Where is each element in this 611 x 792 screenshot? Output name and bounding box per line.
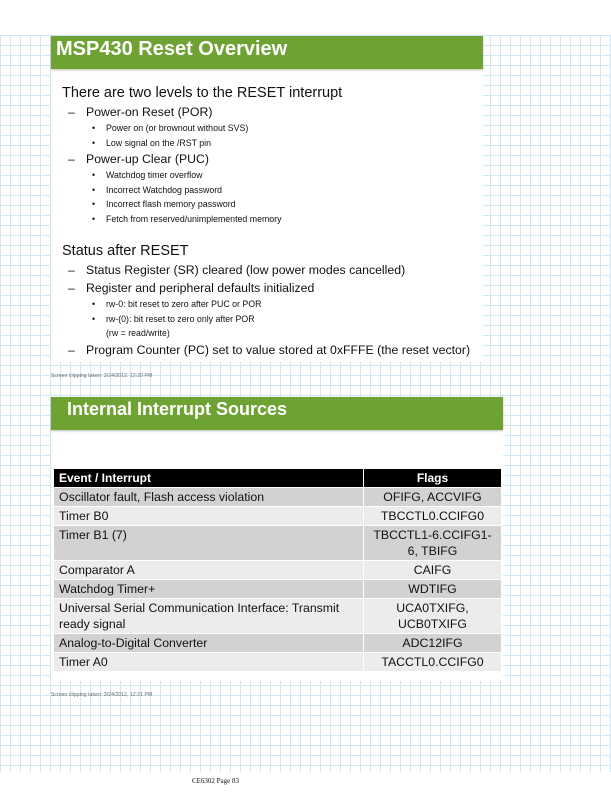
flags-cell: WDTIFG — [364, 580, 502, 599]
bullet-icon: • — [92, 184, 96, 195]
table-row — [54, 634, 501, 653]
sub-list-item — [62, 168, 482, 183]
sub-list-item-text: Incorrect Watchdog password — [106, 184, 223, 195]
table-row — [54, 580, 501, 599]
dash-bullet-icon: – — [68, 342, 75, 357]
event-cell: Analog-to-Digital Converter — [54, 634, 364, 653]
section-heading: Status after RESET — [62, 243, 189, 259]
bullet-icon: • — [92, 123, 96, 133]
slide-reset-overview — [51, 36, 483, 362]
sub-list-item-text: Fetch from reserved/unimplemented memory — [106, 213, 282, 224]
sub-list-item — [62, 212, 482, 227]
flags-cell: CAIFG — [364, 561, 502, 580]
table-row — [54, 653, 501, 672]
clipping-timestamp: Screen clipping taken: 3/24/2012, 12:21 PM — [51, 692, 153, 698]
slide-title: Internal Interrupt Sources — [67, 399, 288, 419]
section-heading: There are two levels to the RESET interrupt — [62, 85, 343, 101]
column-header-event: Event / Interrupt — [54, 469, 364, 488]
event-cell: Oscillator fault, Flash access violation — [54, 488, 364, 507]
sub-list-item-text: Watchdog timer overflow — [106, 170, 203, 180]
list-item-text: Status Register (SR) cleared (low power modes cancelled) — [86, 263, 406, 277]
list-item-text: Program Counter (PC) set to value stored at 0xFFFE (the reset vector) — [86, 342, 471, 357]
dash-bullet-icon: – — [68, 263, 75, 277]
event-cell: Comparator A — [54, 561, 364, 580]
sub-list-item — [62, 136, 482, 151]
table-row — [54, 526, 501, 561]
sub-list-item — [62, 312, 482, 327]
table-row — [54, 599, 501, 634]
clipping-timestamp: Screen clipping taken: 3/24/2012, 12:20 PM — [51, 373, 153, 379]
column-header-flags: Flags — [364, 469, 502, 488]
slide-interrupt-sources — [51, 397, 503, 681]
dash-bullet-icon: – — [68, 281, 75, 295]
slide-title-banner — [51, 397, 503, 430]
dash-bullet-icon: – — [68, 152, 75, 166]
list-item-text: Register and peripheral defaults initialized — [86, 281, 315, 295]
sub-list-item-text: rw-(0): bit reset to zero only after POR — [106, 313, 255, 324]
bullet-icon: • — [92, 313, 96, 324]
bullet-icon: • — [92, 199, 96, 209]
slide-body — [62, 84, 482, 359]
event-cell: Timer A0 — [54, 653, 364, 672]
page-footer: CE6302 Page 83 — [191, 777, 240, 785]
event-cell: Timer B0 — [54, 507, 364, 526]
bullet-icon: • — [92, 170, 96, 180]
sub-list-item — [62, 183, 482, 198]
sub-list-item-text: rw-0: bit reset to zero after PUC or POR — [106, 299, 262, 309]
list-item-text: Power-up Clear (PUC) — [86, 152, 209, 166]
event-cell: Timer B1 (7) — [54, 526, 364, 561]
slide-title: MSP430 Reset Overview — [56, 38, 288, 60]
table-row — [54, 488, 501, 507]
list-item — [62, 103, 482, 121]
bullet-icon: • — [92, 213, 96, 224]
sub-list-note: (rw = read/write) — [106, 328, 170, 338]
flags-cell: OFIFG, ACCVIFG — [364, 488, 502, 507]
bullet-icon: • — [92, 299, 96, 309]
flags-cell: TBCCTL1-6.CCIFG1-6, TBIFG — [364, 526, 502, 561]
interrupt-table — [54, 469, 501, 671]
sub-list-item — [62, 121, 482, 136]
table-row — [54, 507, 501, 526]
bullet-icon: • — [92, 137, 96, 148]
flags-cell: TACCTL0.CCIFG0 — [364, 653, 502, 672]
flags-cell: UCA0TXIFG, UCB0TXIFG — [364, 599, 502, 634]
sub-list-item-text: Low signal on the /RST pin — [106, 137, 211, 148]
list-item — [62, 261, 482, 279]
slide-title-banner — [51, 36, 483, 69]
sub-list-item — [62, 197, 482, 212]
dash-bullet-icon: – — [68, 105, 75, 119]
sub-list-item-text: Power on (or brownout without SVS) — [106, 123, 249, 133]
flags-cell: ADC12IFG — [364, 634, 502, 653]
flags-cell: TBCCTL0.CCIFG0 — [364, 507, 502, 526]
table-header-row — [54, 469, 501, 488]
event-cell: Watchdog Timer+ — [54, 580, 364, 599]
sub-list-item-text: Incorrect flash memory password — [106, 199, 236, 209]
list-item — [62, 150, 482, 168]
list-item — [62, 341, 482, 359]
table-row — [54, 561, 501, 580]
sub-list-item — [62, 297, 482, 312]
event-cell: Universal Serial Communication Interface: Transmit ready signal — [54, 599, 364, 634]
list-item — [62, 279, 482, 297]
list-item-text: Power-on Reset (POR) — [86, 105, 213, 119]
